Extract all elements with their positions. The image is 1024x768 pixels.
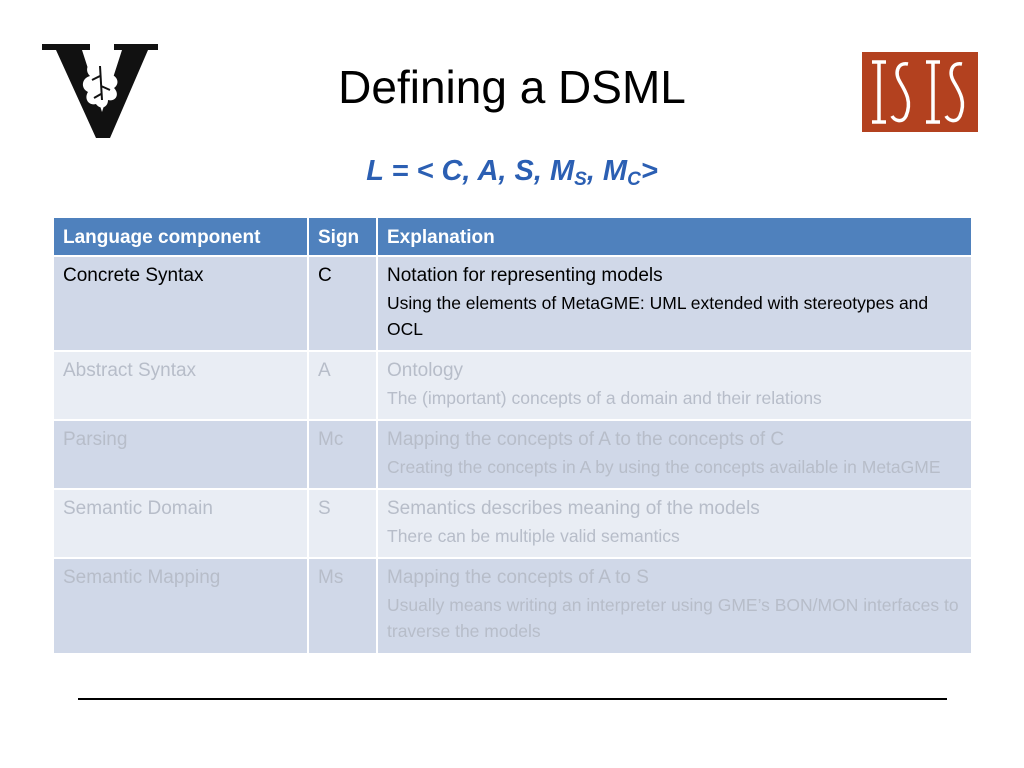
cell-sign: Mc [308,420,377,489]
explanation-detail: Creating the concepts in A by using the concepts available in MetaGME [387,457,941,478]
table-row [53,489,972,558]
table-row [53,420,972,489]
explanation-detail: Usually means writing an interpreter using GME’s BON/MON interfaces to traverse the models [387,595,959,642]
cell-explanation [377,420,972,489]
formula-subscript-s: S [574,169,587,190]
formula-subscript-c: C [627,169,641,190]
language-formula [0,155,1024,191]
table-header-row [53,217,972,256]
table-row [53,558,972,653]
explanation-detail: There can be multiple valid semantics [387,526,680,547]
explanation-main: Mapping the concepts of A to the concepts of C [387,429,785,451]
page-title: Defining a DSML [338,61,686,113]
cell-component: Semantic Domain [53,489,308,558]
cell-component: Semantic Mapping [53,558,308,653]
formula-suffix: > [640,155,658,187]
explanation-detail: The (important) concepts of a domain and their relations [387,388,822,409]
cell-explanation [377,489,972,558]
formula-middle: , M [586,155,628,187]
cell-sign: A [308,351,377,420]
cell-component: Parsing [53,420,308,489]
header-explanation: Explanation [377,217,972,256]
cell-sign: Ms [308,558,377,653]
cell-component: Abstract Syntax [53,351,308,420]
explanation-detail: Using the elements of MetaGME: UML extended with stereotypes and OCL [387,292,929,340]
cell-component: Concrete Syntax [53,256,308,351]
explanation-main: Notation for representing models [387,265,663,286]
cell-explanation [377,558,972,653]
header-language-component: Language component [53,217,308,256]
formula-prefix: L = < C, A, S, M [366,155,575,187]
table-row [53,351,972,420]
cell-sign: C [308,256,377,351]
footer-divider [78,698,947,700]
table-row [53,256,972,351]
explanation-main: Semantics describes meaning of the models [387,498,760,520]
header-sign: Sign [308,217,377,256]
cell-sign: S [308,489,377,558]
cell-explanation [377,256,972,351]
explanation-main: Mapping the concepts of A to S [387,567,649,589]
dsml-components-table [52,216,973,655]
cell-explanation [377,351,972,420]
explanation-main: Ontology [387,360,464,382]
